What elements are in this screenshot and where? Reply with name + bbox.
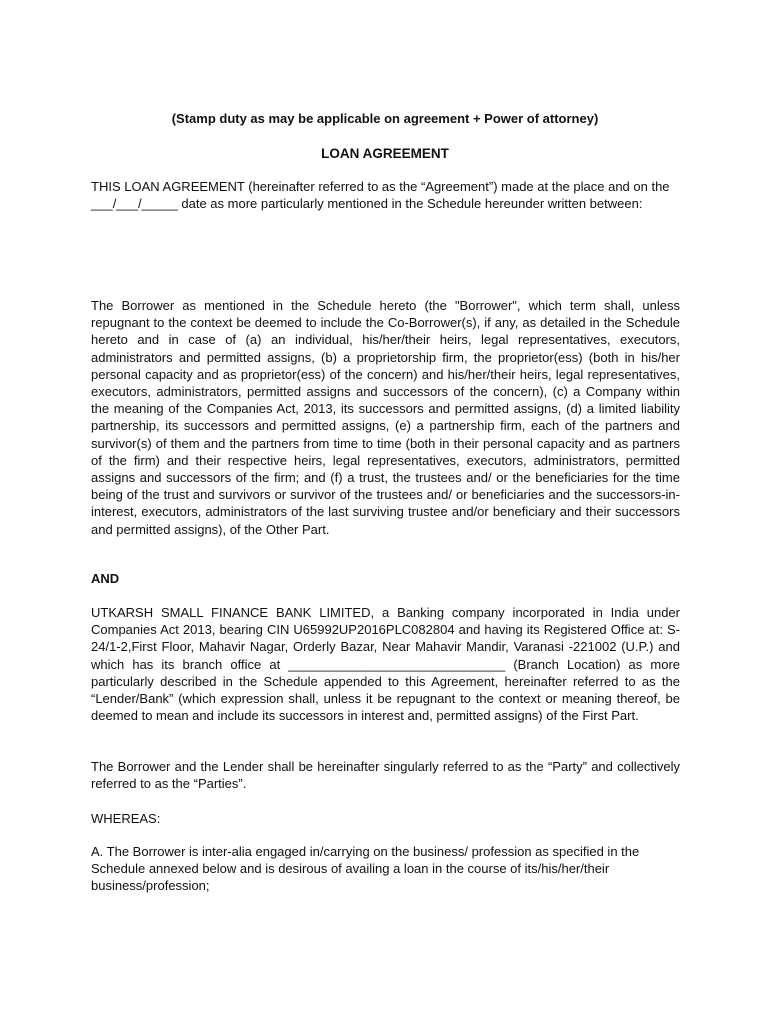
lender-clause — [91, 604, 680, 724]
stamp-duty-note: (Stamp duty as may be applicable on agreement + Power of attorney) — [171, 111, 599, 126]
agreement-title: LOAN AGREEMENT — [321, 146, 449, 161]
intro-text-end: date as more particularly mentioned in the Schedule hereunder written between: — [177, 196, 643, 212]
date-blank: ___/___/_____ — [91, 196, 178, 212]
intro-paragraph — [91, 178, 680, 212]
lender-text-start: UTKARSH SMALL FINANCE BANK LIMITED, a Banking company incorporated in India under Companies Act 2013, bearing CIN U65992UP2016PLC082804 and having its Registered Office at: S-24/1-2,First Floor, Mahavir Nagar, Orderly Bazar, Near Mahavir Mandir, Varanasi -221002 (U.P.) and which has its branch office at — [91, 605, 680, 672]
branch-location-blank: ______________________________ — [288, 656, 506, 672]
parties-clause: The Borrower and the Lender shall be hereinafter singularly referred to as the “Party” and collectively referred to as the “Parties”. — [91, 759, 680, 792]
borrower-clause: The Borrower as mentioned in the Schedule hereto (the "Borrower", which term shall, unless repugnant to the context be deemed to include the Co-Borrower(s), if any, as detailed in the Schedule hereto and in case of (a) an individual, his/her/their heirs, legal representatives, executors, administrators and permitted assigns, (b) a proprietorship firm, the proprietor(ess) (both in his/her personal capacity and as proprietor(ess) of the concern) and his/her/their heirs, legal representatives, executors, administrators, permitted assigns and successors of the concern), (c) a Company within the meaning of the Companies Act, 2013, its successors and permitted assigns, (d) a limited liability partnership, its successors and permitted assigns, (e) a partnership firm, each of the partners and survivor(s) of them and the partners from time to time (both in their personal capacity and as partners of the firm) and their respective heirs, legal representatives, executors, administrators, permitted assigns and successors of the firm; and (f) a trust, the trustees and/ or the beneficiaries for the time being of the trust and survivors or survivor of the trustees and/ or beneficiaries and the successors-in-interest, executors, administrators of the last surviving trustee and/or beneficiary and their successors and permitted assigns), of the Other Part. — [91, 298, 680, 537]
intro-text-start: THIS LOAN AGREEMENT (hereinafter referred to as the “Agreement”) made at the place and on the — [91, 179, 670, 194]
whereas-heading: WHEREAS: — [91, 811, 161, 826]
recital-a: A. The Borrower is inter-alia engaged in/carrying on the business/ profession as specified in the Schedule annexed below and is desirous of availing a loan in the course of its/his/her/their business/profession; — [91, 844, 640, 894]
lender-text-end: (Branch Location) as more particularly described in the Schedule appended to this Agreement, hereinafter referred to as the “Lender/Bank” (which expression shall, unless it be repugnant to the context or meaning thereof, be deemed to mean and include its successors in interest and, permitted assigns) of the First Part. — [91, 656, 680, 724]
and-heading: AND — [91, 571, 120, 586]
